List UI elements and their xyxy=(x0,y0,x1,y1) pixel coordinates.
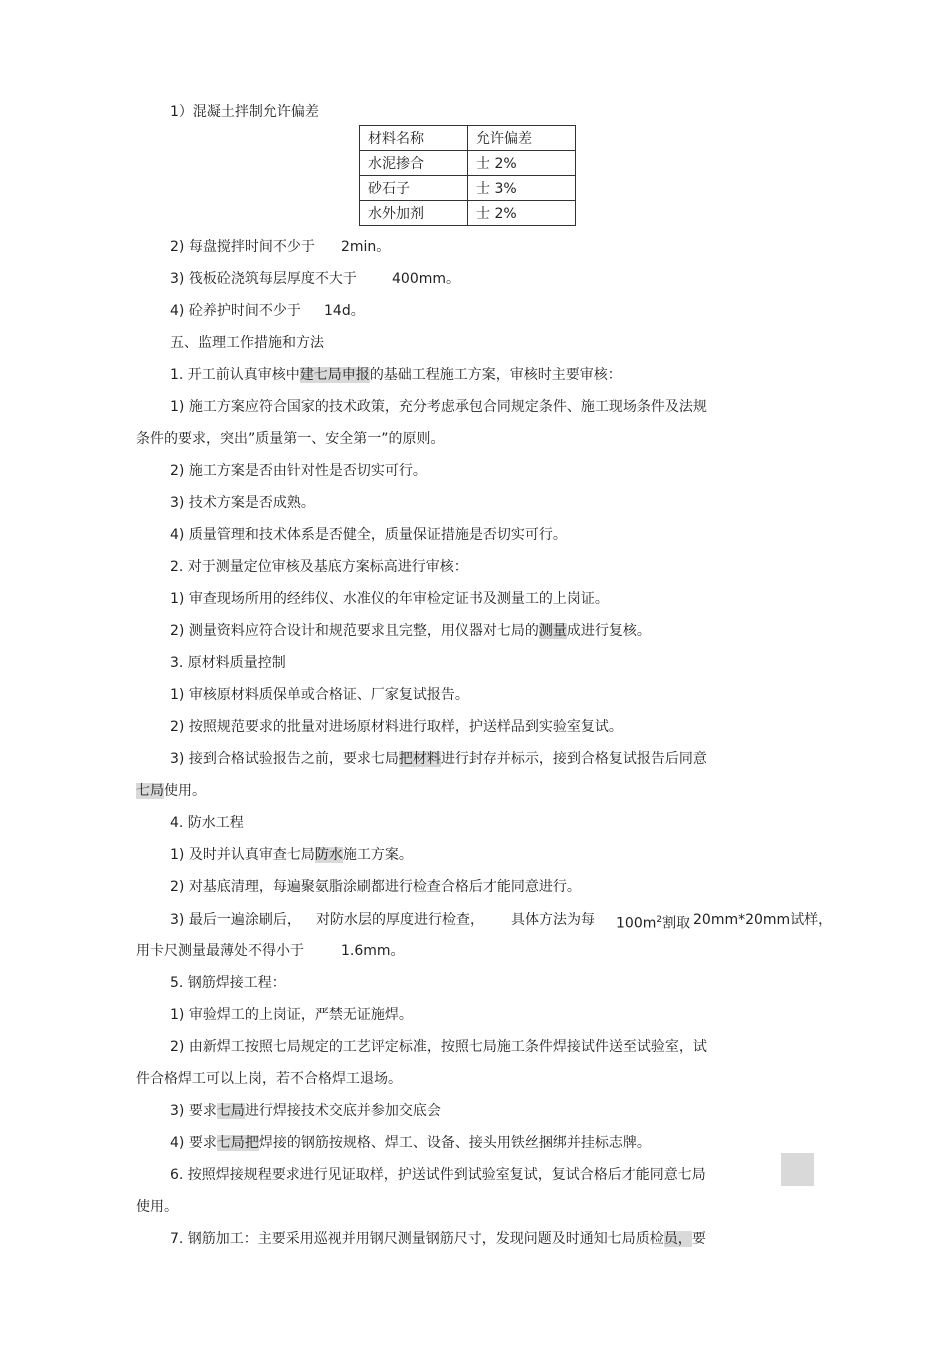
highlight: 七局把 xyxy=(216,1135,259,1151)
paragraph: 1) 审验焊工的上岗证，严禁无证施焊。 xyxy=(170,1007,413,1023)
table-caption: 1）混凝土拌制允许偏差 xyxy=(170,104,319,120)
highlight: 员， xyxy=(663,1231,692,1247)
highlight: 建七局申报 xyxy=(299,367,370,383)
paragraph: 3) 最后一遍涂刷后， xyxy=(170,912,301,928)
highlight: 七局 xyxy=(216,1103,245,1119)
value-text: 1.6mm。 xyxy=(341,943,405,959)
paragraph: 2) 由新焊工按照七局规定的工艺评定标准，按照七局施工条件焊接试件送至试验室，试 xyxy=(170,1039,707,1055)
paragraph: 具体方法为每 xyxy=(511,912,595,928)
deviation-table xyxy=(359,125,576,226)
paragraph: 2) 对基底清理，每遍聚氨脂涂刷都进行检查合格后才能同意进行。 xyxy=(170,879,581,895)
value-text: 14d。 xyxy=(324,303,365,319)
paragraph: 2. 对于测量定位审核及基底方案标高进行审核： xyxy=(170,559,468,575)
paragraph: 1) 审查现场所用的经纬仪、水准仪的年审检定证书及测量工的上岗证。 xyxy=(170,591,609,607)
table-cell: 士 2% xyxy=(468,151,576,176)
paragraph: 3. 原材料质量控制 xyxy=(170,655,286,671)
highlight: 七局 xyxy=(136,783,164,799)
value-text: 20mm*20mm试样， xyxy=(693,912,833,928)
paragraph: 1) 审核原材料质保单或合格证、厂家复试报告。 xyxy=(170,687,469,703)
value-text: 2min。 xyxy=(341,239,391,255)
table-row xyxy=(360,151,576,176)
paragraph: 3) 要求七局进行焊接技术交底并参加交底会 xyxy=(170,1103,441,1119)
paragraph: 3) 筏板砼浇筑每层厚度不大于 xyxy=(170,271,357,287)
paragraph: 用卡尺测量最薄处不得小于 xyxy=(136,943,304,959)
gray-block xyxy=(781,1153,814,1186)
paragraph: 使用。 xyxy=(136,1199,178,1215)
table-row xyxy=(360,201,576,226)
section-heading: 五、监理工作措施和方法 xyxy=(170,335,324,351)
paragraph: 1) 及时并认真审查七局防水施工方案。 xyxy=(170,847,413,863)
paragraph: 2) 施工方案是否由针对性是否切实可行。 xyxy=(170,463,427,479)
paragraph: 2) 测量资料应符合设计和规范要求且完整，用仪器对七局的测量成进行复核。 xyxy=(170,623,651,639)
value-text: $100m^2$割取 xyxy=(616,915,691,932)
paragraph: 3) 接到合格试验报告之前，要求七局把材料进行封存并标示，接到合格复试报告后同意 xyxy=(170,751,707,767)
table-cell: 砂石子 xyxy=(360,176,468,201)
table-cell: 水泥掺合 xyxy=(360,151,468,176)
highlight: 测量 xyxy=(538,623,567,639)
paragraph: 2) 按照规范要求的批量对进场原材料进行取样，护送样品到实验室复试。 xyxy=(170,719,623,735)
table-header-row xyxy=(360,126,576,151)
paragraph: 4) 砼养护时间不少于 xyxy=(170,303,301,319)
paragraph: 5. 钢筋焊接工程： xyxy=(170,975,286,991)
paragraph: 件合格焊工可以上岗，若不合格焊工退场。 xyxy=(136,1071,402,1087)
highlight: 防水 xyxy=(314,847,343,863)
table-header-cell: 允许偏差 xyxy=(468,126,576,151)
table-row xyxy=(360,176,576,201)
paragraph: 1. 开工前认真审核中建七局申报的基础工程施工方案，审核时主要审核： xyxy=(170,367,622,383)
table-cell: 水外加剂 xyxy=(360,201,468,226)
table-cell: 士 3% xyxy=(468,176,576,201)
paragraph: 6. 按照焊接规程要求进行见证取样，护送试件到试验室复试，复试合格后才能同意七局 xyxy=(170,1167,706,1183)
paragraph: 条件的要求，突出”质量第一、安全第一”的原则。 xyxy=(136,431,445,447)
paragraph: 4) 要求七局把焊接的钢筋按规格、焊工、设备、接头用铁丝捆绑并挂标志牌。 xyxy=(170,1135,651,1151)
paragraph: 2) 每盘搅拌时间不少于 xyxy=(170,239,315,255)
value-text: 400mm。 xyxy=(392,271,460,287)
highlight: 把材料 xyxy=(398,751,441,767)
paragraph: 1) 施工方案应符合国家的技术政策，充分考虑承包合同规定条件、施工现场条件及法规 xyxy=(170,399,707,415)
paragraph: 4. 防水工程 xyxy=(170,815,244,831)
paragraph: 4) 质量管理和技术体系是否健全，质量保证措施是否切实可行。 xyxy=(170,527,567,543)
paragraph: 七局使用。 xyxy=(136,783,206,799)
paragraph: 3) 技术方案是否成熟。 xyxy=(170,495,315,511)
paragraph: 对防水层的厚度进行检查， xyxy=(316,912,484,928)
table-header-cell: 材料名称 xyxy=(360,126,468,151)
paragraph: 7. 钢筋加工：主要采用巡视并用钢尺测量钢筋尺寸，发现问题及时通知七局质检员，要 xyxy=(170,1231,706,1247)
table-cell: 士 2% xyxy=(468,201,576,226)
